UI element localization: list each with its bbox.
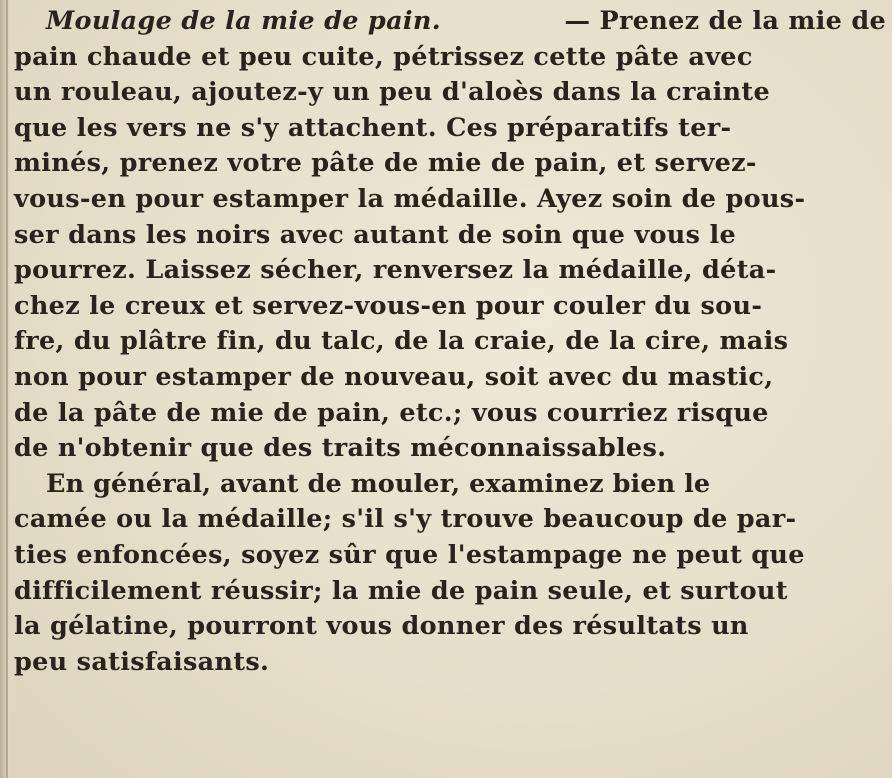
text-line: de la pâte de mie de pain, etc.; vous courriez risque [14, 397, 769, 428]
text-line: fre, du plâtre fin, du talc, de la craie, de la cire, mais [14, 326, 789, 357]
text-line: vous-en pour estamper la médaille. Ayez soin de pous- [14, 183, 806, 214]
text-line: pourrez. Laissez sécher, renversez la médaille, déta- [14, 255, 777, 286]
text-line: ties enfoncées, soyez sûr que l'estampage ne peut que [14, 539, 805, 570]
text-line: difficilement réussir; la mie de pain seule, et surtout [14, 575, 788, 606]
text-line: minés, prenez votre pâte de mie de pain, et servez- [14, 148, 757, 179]
text-line: pain chaude et peu cuite, pétrissez cette pâte avec [14, 41, 753, 72]
text-fragment: — Prenez de la mie de [564, 6, 886, 36]
text-line: chez le creux et servez-vous-en pour couler du sou- [14, 290, 763, 321]
text-line [14, 4, 886, 40]
text-line: que les vers ne s'y attachent. Ces préparatifs ter- [14, 112, 732, 143]
text-line: peu satisfaisants. [14, 646, 270, 677]
text-line: la gélatine, pourront vous donner des résultats un [14, 611, 749, 642]
text-line: ser dans les noirs avec autant de soin que vous le [14, 219, 736, 250]
binding-edge [6, 0, 8, 778]
text-line: camée ou la médaille; s'il s'y trouve beaucoup de par- [14, 504, 797, 535]
page-gutter [0, 0, 10, 778]
text-line: En général, avant de mouler, examinez bien le [46, 468, 711, 499]
text-line: de n'obtenir que des traits méconnaissables. [14, 433, 667, 464]
section-title: Moulage de la mie de pain. [46, 6, 441, 36]
text-line: un rouleau, ajoutez-y un peu d'aloès dans la crainte [14, 77, 770, 108]
text-line: non pour estamper de nouveau, soit avec du mastic, [14, 361, 774, 392]
text-body [14, 4, 886, 680]
